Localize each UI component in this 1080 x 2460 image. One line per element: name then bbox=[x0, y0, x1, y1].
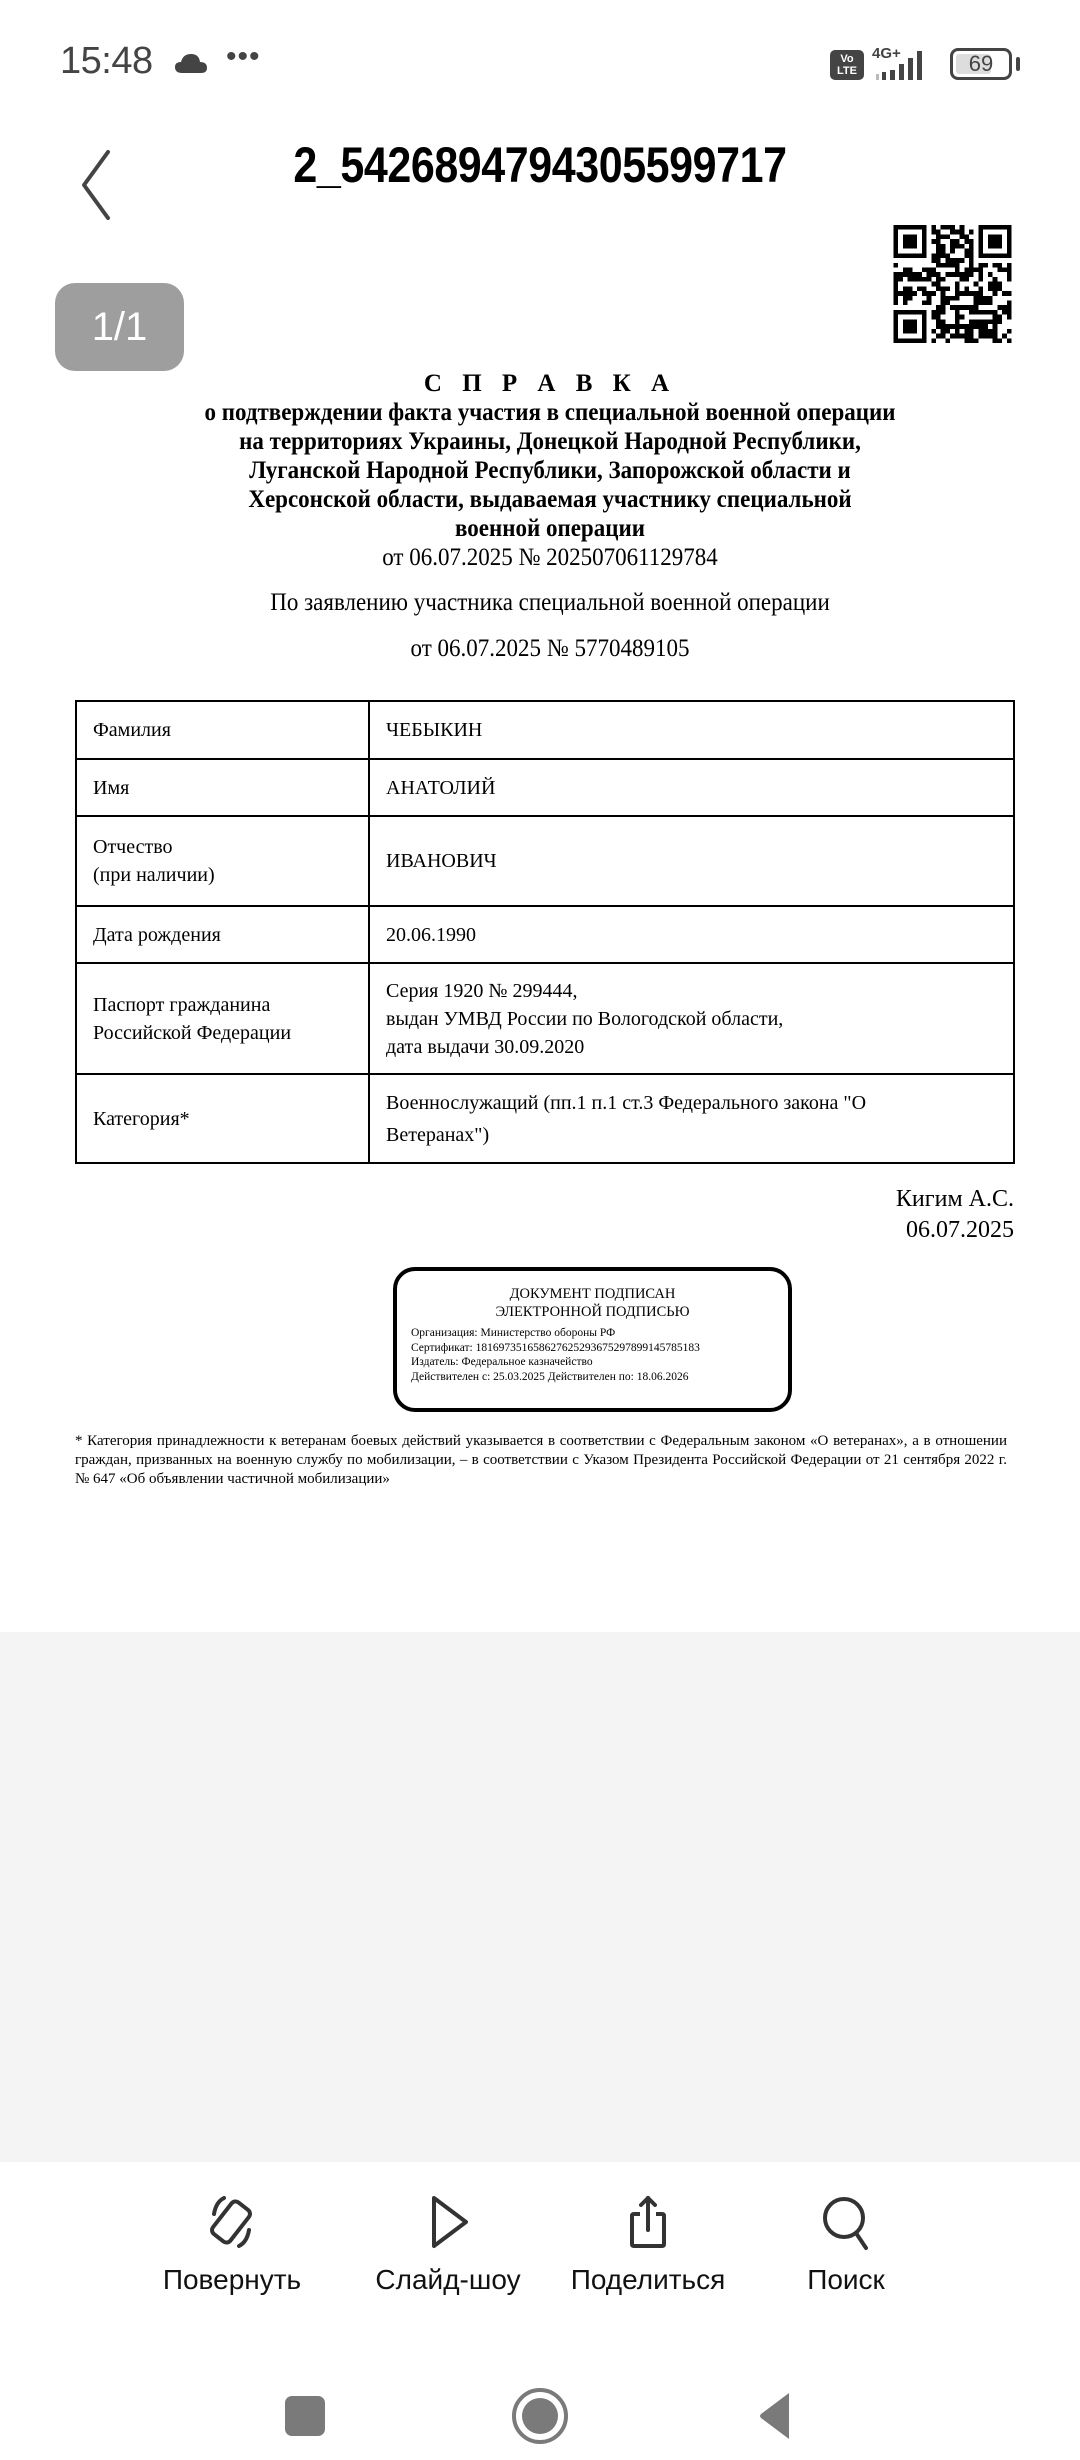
footnote: * Категория принадлежности к ветеранам боевых действий указывается в соответствии с Федеральным законом «О ветеранах», а в отношении граждан, призванных на военную службу по мобилизации, – в соответствии с Указом Президента Российской Федерации от 21 сентября 2022 г. № 647 «Об объявлении частичной мобилизации» bbox=[75, 1433, 1007, 1487]
document-heading: С П Р А В К А bbox=[423, 370, 677, 397]
status-time: 15:48 bbox=[60, 40, 153, 82]
file-title: 2_5426894794305599717 bbox=[293, 137, 787, 193]
row-value bbox=[369, 1074, 1014, 1163]
qr-code bbox=[890, 225, 1015, 343]
table-row bbox=[76, 1074, 1014, 1163]
rotate-button[interactable] bbox=[142, 2192, 322, 2296]
row-value bbox=[369, 963, 1014, 1074]
overflow-icon: ••• bbox=[226, 40, 261, 73]
e-signature-stamp bbox=[393, 1267, 792, 1412]
value-text: 20.06.1990 bbox=[386, 923, 476, 946]
rotate-icon bbox=[202, 2192, 262, 2252]
value-text: АНАТОЛИЙ bbox=[386, 776, 496, 799]
cloud-icon bbox=[174, 52, 208, 74]
label-text: Паспорт гражданина bbox=[93, 993, 271, 1016]
back-icon[interactable] bbox=[745, 2386, 805, 2446]
document-subheading-line: на территориях Украины, Донецкой Народной Республики, bbox=[239, 428, 861, 455]
table-row bbox=[76, 906, 1014, 963]
stamp-title: ЭЛЕКТРОННОЙ ПОДПИСЬЮ bbox=[495, 1304, 690, 1320]
slideshow-button[interactable] bbox=[358, 2192, 538, 2296]
play-icon bbox=[418, 2192, 478, 2252]
label-text: (при наличии) bbox=[93, 864, 215, 886]
issue-line: от 06.07.2025 № 202507061129784 bbox=[382, 544, 718, 571]
value-text: ИВАНОВИЧ bbox=[386, 850, 497, 872]
row-value bbox=[369, 906, 1014, 963]
row-value bbox=[369, 759, 1014, 816]
battery-level: 69 bbox=[968, 51, 994, 76]
row-label bbox=[76, 816, 369, 906]
value-text: выдан УМВД России по Вологодской области, bbox=[386, 1007, 784, 1030]
volte-text-bottom: LTE bbox=[837, 65, 857, 77]
stamp-organization: Организация: Министерство обороны РФ bbox=[411, 1327, 616, 1339]
table-row bbox=[76, 963, 1014, 1074]
chevron-left-icon bbox=[70, 140, 122, 230]
value-text: Ветеранах") bbox=[386, 1123, 490, 1146]
value-text: Военнослужащий (пп.1 п.1 ст.3 Федерального закона "О bbox=[386, 1091, 867, 1114]
volte-icon bbox=[830, 50, 864, 80]
label-text: Категория* bbox=[93, 1107, 190, 1130]
document-subheading-line: военной операции bbox=[454, 515, 645, 542]
stamp-issuer: Издатель: Федеральное казначейство bbox=[411, 1356, 593, 1368]
value-text: ЧЕБЫКИН bbox=[386, 719, 483, 741]
signer-date: 06.07.2025 bbox=[906, 1217, 1014, 1243]
battery-tip bbox=[1016, 57, 1020, 71]
system-navigation-bar bbox=[0, 2342, 1080, 2460]
volte-text-top: Vo bbox=[840, 53, 854, 65]
recents-icon[interactable] bbox=[275, 2386, 335, 2446]
rotate-label: Повернуть bbox=[162, 2264, 302, 2295]
label-text: Отчество bbox=[93, 836, 173, 858]
search-icon bbox=[816, 2192, 876, 2252]
home-icon[interactable] bbox=[510, 2386, 570, 2446]
label-text: Имя bbox=[93, 776, 130, 799]
label-text: Фамилия bbox=[93, 719, 171, 741]
personal-info-table bbox=[75, 700, 1015, 1164]
stamp-certificate: Сертификат: 181697351658627625293675297899145785183 bbox=[411, 1341, 700, 1354]
share-button[interactable] bbox=[558, 2192, 738, 2296]
application-number-line: от 06.07.2025 № 5770489105 bbox=[410, 635, 690, 662]
stamp-validity: Действителен с: 25.03.2025 Действителен по: 18.06.2026 bbox=[411, 1370, 689, 1383]
row-label bbox=[76, 1074, 369, 1163]
row-label bbox=[76, 701, 369, 759]
label-text: Российской Федерации bbox=[93, 1021, 292, 1044]
row-label bbox=[76, 963, 369, 1074]
label-text: Дата рождения bbox=[93, 923, 221, 946]
bottom-toolbar bbox=[0, 2162, 1080, 2342]
network-type: 4G+ bbox=[872, 45, 901, 62]
share-label: Поделиться bbox=[570, 2264, 726, 2295]
slideshow-label: Слайд-шоу bbox=[375, 2264, 521, 2295]
document-subheading-line: Луганской Народной Республики, Запорожской области и bbox=[249, 457, 851, 484]
viewer-background bbox=[0, 1632, 1080, 2162]
signal-icon bbox=[874, 48, 934, 82]
value-text: Серия 1920 № 299444, bbox=[386, 979, 578, 1002]
row-value bbox=[369, 816, 1014, 906]
application-line: По заявлению участника специальной военной операции bbox=[270, 589, 830, 616]
table-row bbox=[76, 816, 1014, 906]
row-label bbox=[76, 906, 369, 963]
row-value bbox=[369, 701, 1014, 759]
value-text: дата выдачи 30.09.2020 bbox=[386, 1035, 585, 1058]
search-label: Поиск bbox=[807, 2264, 885, 2295]
signer-name: Кигим А.С. bbox=[895, 1186, 1014, 1212]
table-row bbox=[76, 701, 1014, 759]
document-subheading-line: Херсонской области, выдаваемая участнику специальной bbox=[248, 486, 852, 513]
back-button[interactable] bbox=[70, 140, 122, 230]
row-label bbox=[76, 759, 369, 816]
share-icon bbox=[618, 2192, 678, 2252]
search-button[interactable] bbox=[756, 2192, 936, 2296]
stamp-title: ДОКУМЕНТ ПОДПИСАН bbox=[509, 1286, 676, 1302]
page-indicator: 1/1 bbox=[55, 283, 184, 371]
table-row bbox=[76, 759, 1014, 816]
document-subheading-line: о подтверждении факта участия в специальной военной операции bbox=[204, 399, 896, 426]
battery-icon bbox=[950, 48, 1012, 80]
